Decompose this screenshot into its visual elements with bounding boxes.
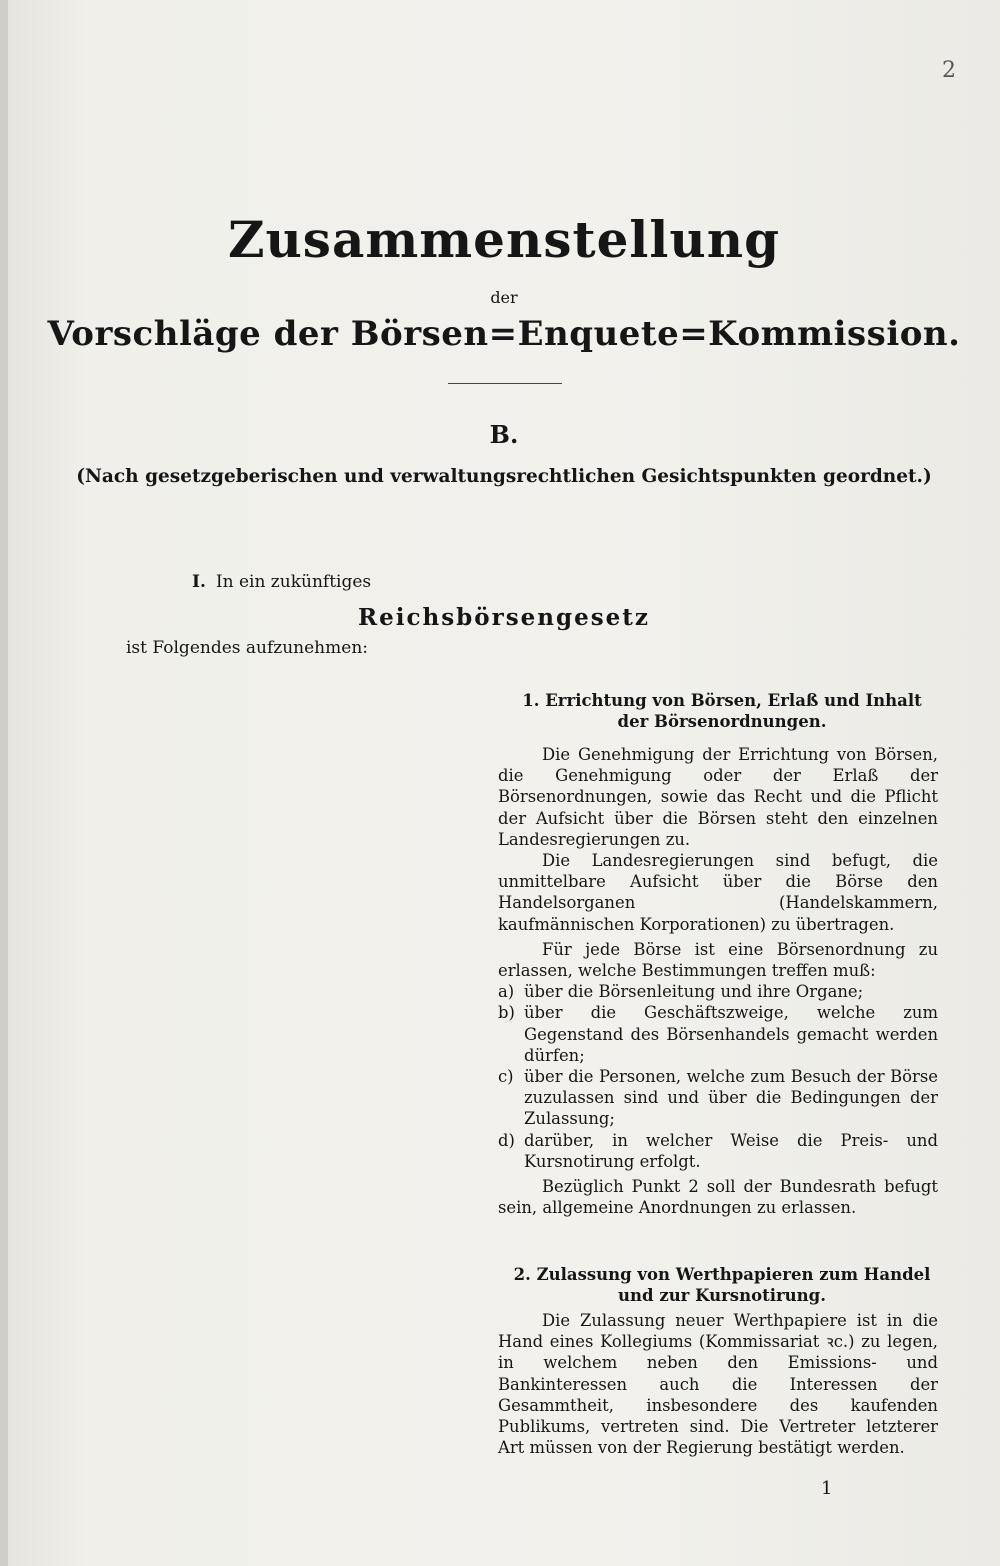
list-item-text: über die Personen, welche zum Besuch der Börse zuzulassen sind und über die Bedingungen der Zulassung;	[524, 1067, 938, 1129]
list-item-text: darüber, in welcher Weise die Preis- und Kursnotirung erfolgt.	[524, 1130, 938, 1171]
law-title: Reichsbörsengesetz	[358, 604, 650, 631]
document-title: Zusammenstellung	[227, 210, 781, 269]
intro-subline: ist Folgendes aufzunehmen:	[126, 638, 368, 658]
document-subtitle: Vorschläge der Börsen=Enquete=Kommission.	[47, 314, 961, 354]
section-2-body	[498, 1310, 938, 1458]
list-item	[498, 981, 938, 1002]
list-item-label: c)	[498, 1067, 514, 1087]
section-1-paragraph-3: Für jede Börse ist eine Börsenordnung zu erlassen, welche Bestimmungen treffen muß:	[498, 939, 938, 981]
intro-text: In ein zukünftiges	[215, 572, 372, 592]
list-item	[498, 1002, 938, 1066]
section-1-paragraph-2: Die Landesregierungen sind befugt, die unmittelbare Aufsicht über die Börse den Handelsorganen (Handelskammern, kaufmännischen Korporationen) zu übertragen.	[498, 851, 938, 934]
scanned-page	[8, 0, 1000, 1566]
title-connector: der	[490, 288, 518, 307]
list-item-label: b)	[498, 1003, 515, 1023]
list-item	[498, 1130, 938, 1172]
page-number: 1	[821, 1478, 833, 1499]
section-1-body	[498, 744, 938, 1218]
section-1-paragraph-4: Bezüglich Punkt 2 soll der Bundesrath befugt sein, allgemeine Anordnungen zu erlassen.	[498, 1177, 938, 1218]
list-item-label: d)	[498, 1130, 515, 1150]
section-2-paragraph-1: Die Zulassung neuer Werthpapiere ist in die Hand eines Kollegiums (Kommissariat ꝛc.) zu legen, in welchem neben den Emissions- und Bankinteressen auch die Interessen der Gesammtheit, insbesondere des kaufenden Publikums, vertreten sind. Die Vertreter letzterer Art müssen von der Regierung bestätigt werden.	[498, 1311, 938, 1458]
section-1-paragraph-1: Die Genehmigung der Errichtung von Börsen, die Genehmigung oder der Erlaß der Börsenordnungen, sowie das Recht und die Pflicht der Aufsicht über die Börsen steht den einzelnen Landesregierungen zu.	[498, 745, 938, 849]
corner-page-mark: 2	[942, 58, 956, 83]
list-item-text: über die Börsenleitung und ihre Organe;	[524, 982, 864, 1002]
intro-line	[192, 572, 371, 592]
section-1-list	[498, 981, 938, 1172]
list-item-text: über die Geschäftszweige, welche zum Gegenstand des Börsenhandels gemacht werden dürfen;	[524, 1003, 938, 1065]
part-label: B.	[489, 420, 519, 449]
list-item-label: a)	[498, 982, 515, 1002]
section-1-heading: 1. Errichtung von Börsen, Erlaß und Inhalt der Börsenordnungen.	[522, 691, 922, 731]
section-2-heading: 2. Zulassung von Werthpapieren zum Handel und zur Kursnotirung.	[513, 1265, 931, 1305]
intro-number: I.	[192, 572, 206, 592]
list-item	[498, 1066, 938, 1130]
ordering-note: (Nach gesetzgeberischen und verwaltungsrechtlichen Gesichtspunkten geordnet.)	[76, 466, 932, 487]
title-divider	[448, 383, 562, 384]
page-edge-shadow	[0, 0, 8, 1566]
